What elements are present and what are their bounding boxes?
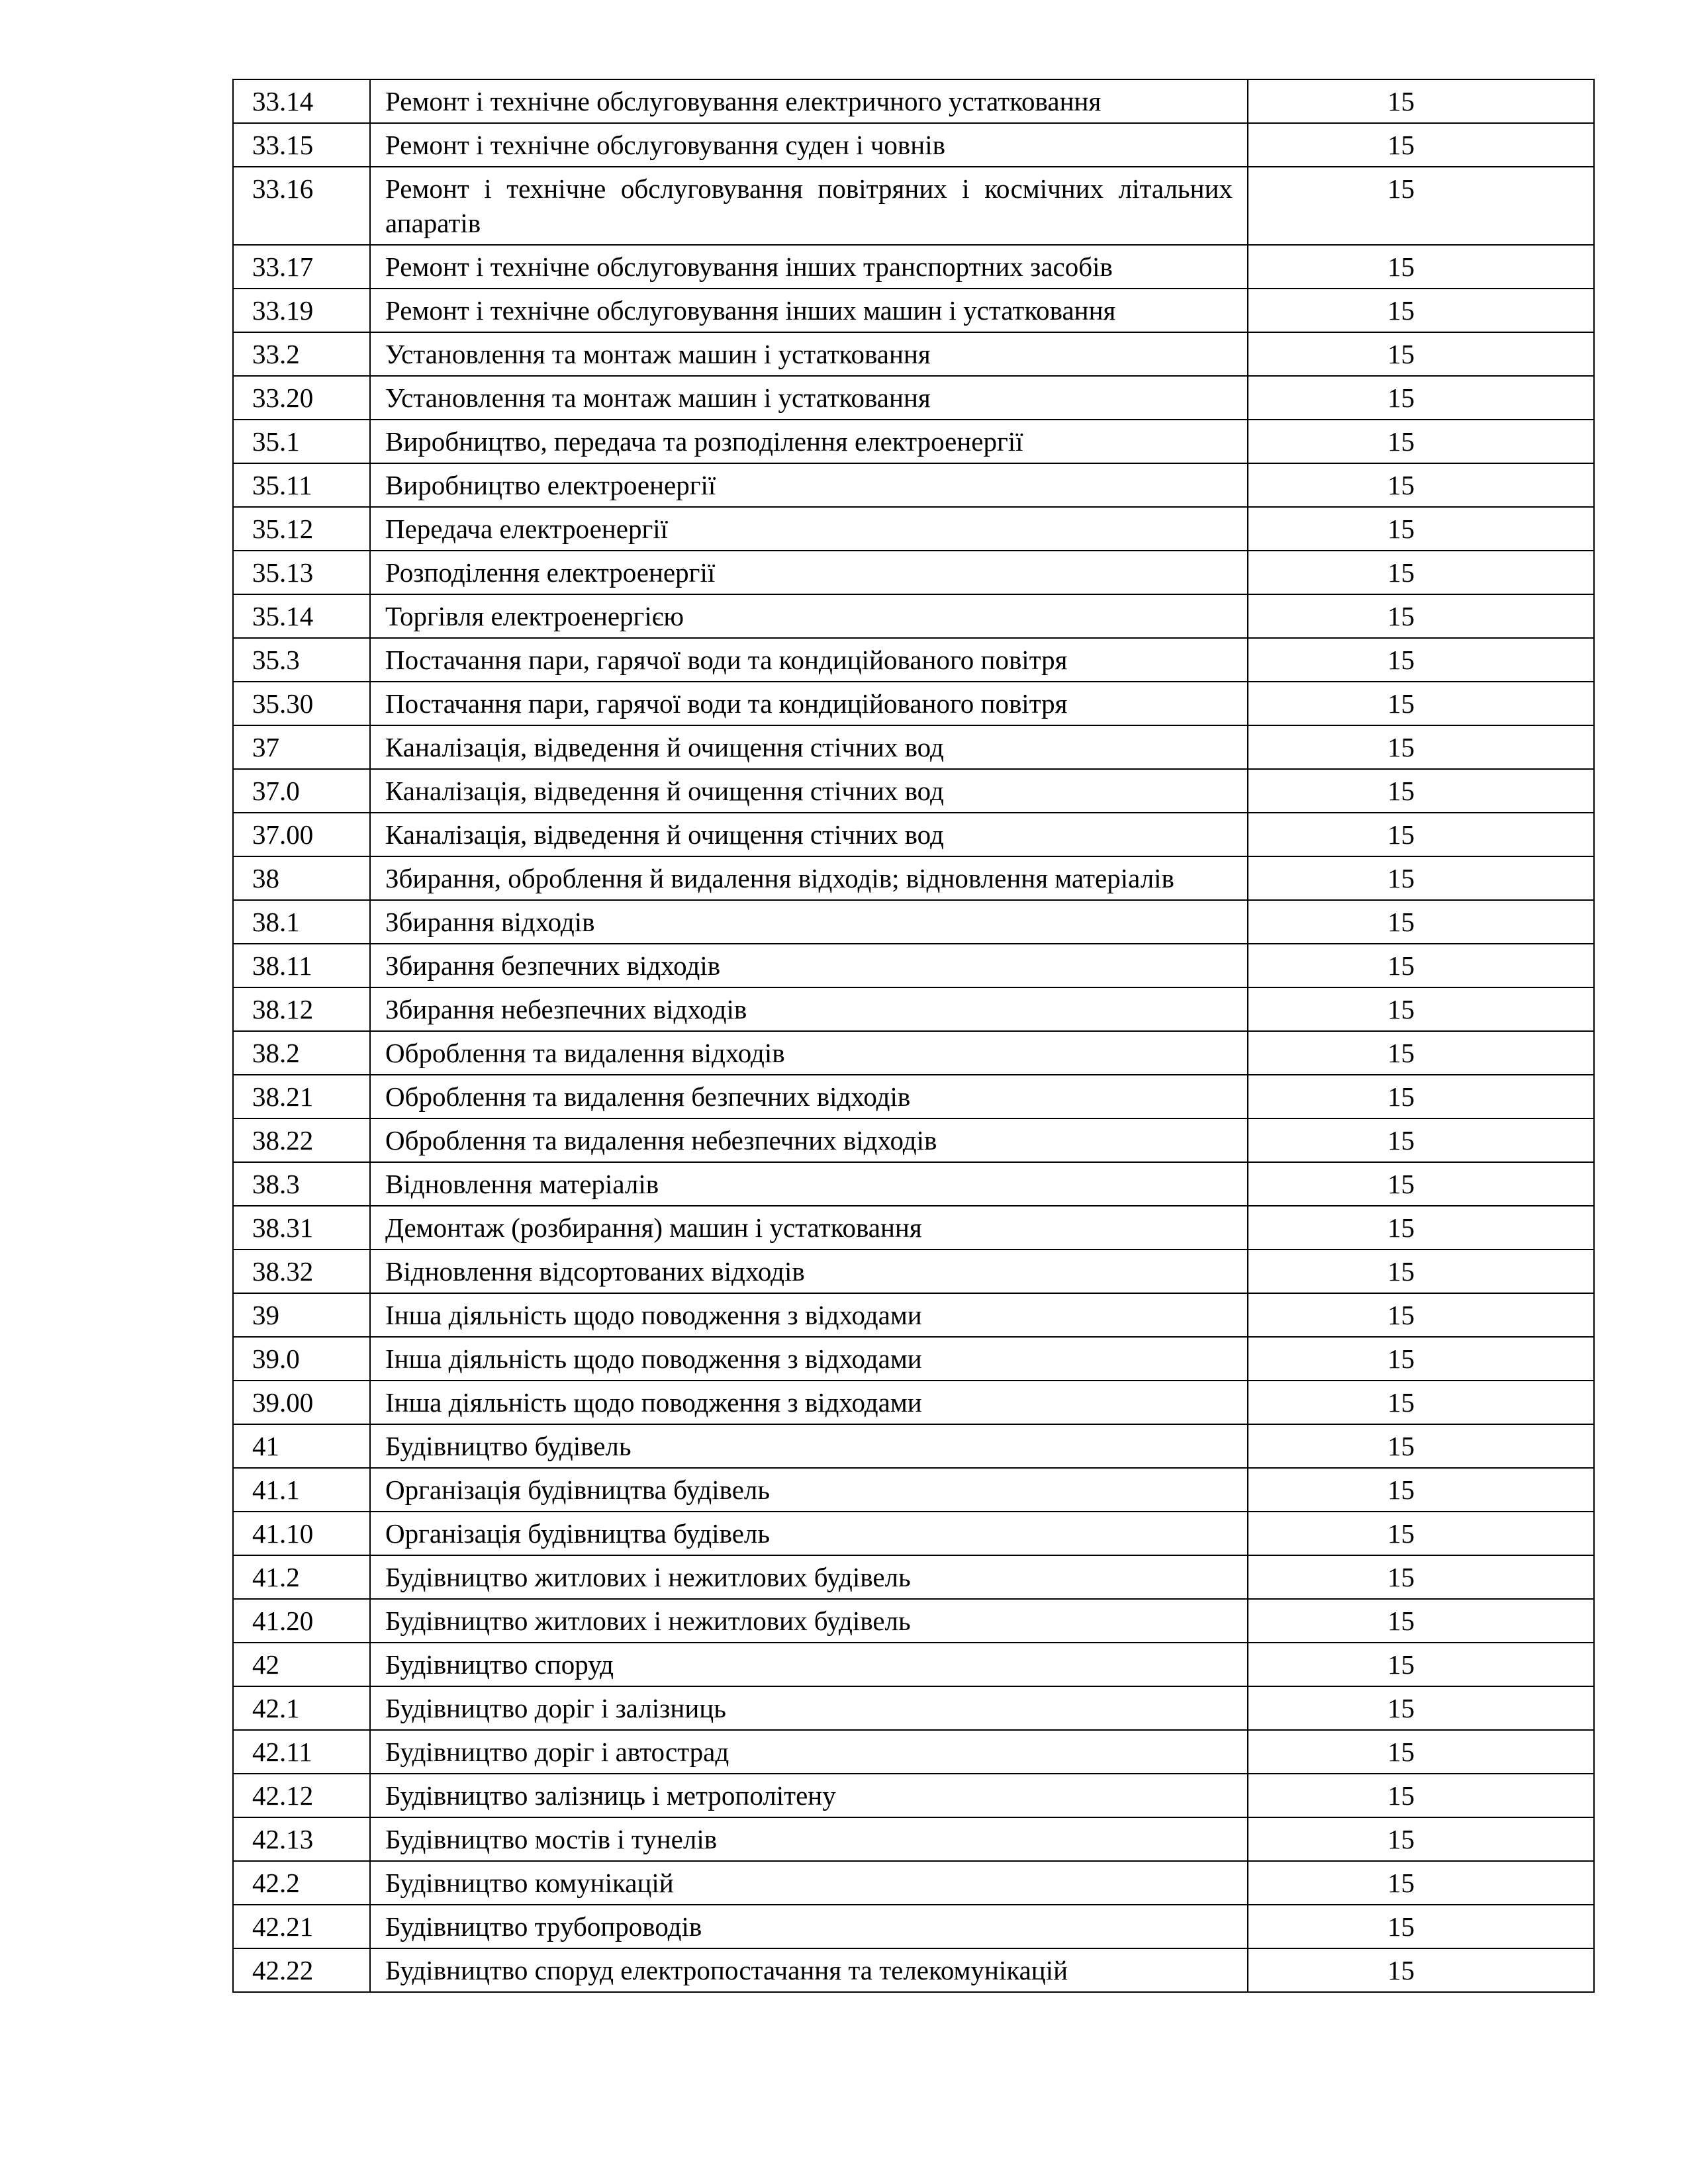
rate-value: 15 [1387, 1824, 1415, 1854]
activity-name-cell: Інша діяльність щодо поводження з відходами [370, 1293, 1248, 1337]
rate-value: 15 [1387, 819, 1415, 850]
rate-cell [1248, 1162, 1594, 1206]
activity-name-cell: Відновлення відсортованих відходів [370, 1250, 1248, 1293]
table-row [233, 1206, 1594, 1250]
activity-code-cell: 41 [233, 1424, 370, 1468]
activity-name-cell: Постачання пари, гарячої води та кондиційованого повітря [370, 682, 1248, 725]
rate-cell [1248, 1337, 1594, 1381]
rate-cell [1248, 900, 1594, 944]
table-row [233, 987, 1594, 1031]
rate-value: 15 [1387, 339, 1415, 369]
rate-value: 15 [1387, 1256, 1415, 1287]
activity-code-cell: 39.00 [233, 1381, 370, 1424]
activity-name-cell: Каналізація, відведення й очищення стічних вод [370, 813, 1248, 856]
table-row [233, 123, 1594, 167]
rate-value: 15 [1387, 1387, 1415, 1418]
rate-cell [1248, 1861, 1594, 1905]
rate-value: 15 [1387, 776, 1415, 806]
activity-name-cell: Будівництво житлових і нежитлових будівель [370, 1599, 1248, 1643]
rate-cell [1248, 1948, 1594, 1992]
activity-name-cell: Постачання пари, гарячої води та кондиційованого повітря [370, 638, 1248, 682]
table-row [233, 1948, 1594, 1992]
activity-name-cell: Ремонт і технічне обслуговування інших транспортних засобів [370, 245, 1248, 289]
table-row [233, 813, 1594, 856]
rate-value: 15 [1387, 950, 1415, 981]
rate-value: 15 [1387, 383, 1415, 413]
activity-code-cell: 35.3 [233, 638, 370, 682]
rate-value: 15 [1387, 1955, 1415, 1985]
table-row [233, 944, 1594, 987]
rate-value: 15 [1387, 732, 1415, 762]
rate-cell [1248, 987, 1594, 1031]
activity-code-cell: 42.1 [233, 1686, 370, 1730]
activity-code-cell: 33.19 [233, 289, 370, 332]
activity-name-cell: Будівництво житлових і нежитлових будівель [370, 1555, 1248, 1599]
table-row [233, 1075, 1594, 1118]
activity-code-cell: 33.16 [233, 167, 370, 245]
activity-code-cell: 33.2 [233, 332, 370, 376]
activity-name-cell: Будівництво споруд електропостачання та телекомунікацій [370, 1948, 1248, 1992]
table-row [233, 1162, 1594, 1206]
activity-code-cell: 42.2 [233, 1861, 370, 1905]
activity-name-cell: Установлення та монтаж машин і устатковання [370, 332, 1248, 376]
rate-value: 15 [1387, 1693, 1415, 1723]
activity-code-cell: 35.11 [233, 463, 370, 507]
activity-name-cell: Каналізація, відведення й очищення стічних вод [370, 769, 1248, 813]
activity-code-cell: 35.13 [233, 551, 370, 594]
table-row [233, 1337, 1594, 1381]
activity-code-cell: 38.21 [233, 1075, 370, 1118]
activity-code-cell: 37.00 [233, 813, 370, 856]
activity-name-cell: Будівництво будівель [370, 1424, 1248, 1468]
activity-name-cell: Виробництво електроенергії [370, 463, 1248, 507]
table-row [233, 1817, 1594, 1861]
activity-code-cell: 33.20 [233, 376, 370, 420]
rate-value: 15 [1387, 601, 1415, 631]
activity-name-cell: Організація будівництва будівель [370, 1512, 1248, 1555]
rate-cell [1248, 79, 1594, 123]
rate-value: 15 [1387, 130, 1415, 160]
table-row [233, 1599, 1594, 1643]
activity-name-cell: Збирання безпечних відходів [370, 944, 1248, 987]
rate-value: 15 [1387, 514, 1415, 544]
rate-cell [1248, 1774, 1594, 1817]
rate-cell [1248, 1512, 1594, 1555]
rate-cell [1248, 682, 1594, 725]
table-row [233, 463, 1594, 507]
rate-value: 15 [1387, 994, 1415, 1024]
table-row [233, 1643, 1594, 1686]
table-row [233, 1905, 1594, 1948]
activity-code-cell: 35.14 [233, 594, 370, 638]
rate-value: 15 [1387, 1562, 1415, 1592]
table-row [233, 1031, 1594, 1075]
activity-name-cell: Збирання небезпечних відходів [370, 987, 1248, 1031]
table-row [233, 167, 1594, 245]
rate-cell [1248, 1730, 1594, 1774]
rate-value: 15 [1387, 1431, 1415, 1461]
activity-code-cell: 33.15 [233, 123, 370, 167]
rate-value: 15 [1387, 688, 1415, 719]
activity-name-cell: Ремонт і технічне обслуговування суден і човнів [370, 123, 1248, 167]
activity-code-cell: 39.0 [233, 1337, 370, 1381]
rate-value: 15 [1387, 1518, 1415, 1549]
rate-value: 15 [1387, 907, 1415, 937]
rate-cell [1248, 638, 1594, 682]
activity-code-cell: 41.10 [233, 1512, 370, 1555]
activity-name-cell: Будівництво доріг і залізниць [370, 1686, 1248, 1730]
activity-name-cell: Відновлення матеріалів [370, 1162, 1248, 1206]
rate-cell [1248, 813, 1594, 856]
activity-code-cell: 42.13 [233, 1817, 370, 1861]
table-row [233, 638, 1594, 682]
activity-name-cell: Будівництво комунікацій [370, 1861, 1248, 1905]
table-row [233, 856, 1594, 900]
table-row [233, 1381, 1594, 1424]
rate-value: 15 [1387, 173, 1415, 204]
table-row [233, 507, 1594, 551]
rate-cell [1248, 1206, 1594, 1250]
rate-cell [1248, 507, 1594, 551]
activity-code-cell: 42.22 [233, 1948, 370, 1992]
activity-code-cell: 38.3 [233, 1162, 370, 1206]
activity-name-cell: Виробництво, передача та розподілення електроенергії [370, 420, 1248, 463]
rate-value: 15 [1387, 1868, 1415, 1898]
rate-value: 15 [1387, 1212, 1415, 1243]
activity-name-cell: Будівництво споруд [370, 1643, 1248, 1686]
activity-name-cell: Інша діяльність щодо поводження з відходами [370, 1337, 1248, 1381]
table-row [233, 594, 1594, 638]
activity-name-cell: Оброблення та видалення безпечних відходів [370, 1075, 1248, 1118]
activity-name-cell: Будівництво мостів і тунелів [370, 1817, 1248, 1861]
activity-code-cell: 42.21 [233, 1905, 370, 1948]
rate-cell [1248, 1555, 1594, 1599]
activity-name-cell: Ремонт і технічне обслуговування інших машин і устатковання [370, 289, 1248, 332]
activity-code-cell: 37.0 [233, 769, 370, 813]
activity-code-cell: 33.17 [233, 245, 370, 289]
rate-cell [1248, 376, 1594, 420]
activity-name-cell: Організація будівництва будівель [370, 1468, 1248, 1512]
rate-value: 15 [1387, 426, 1415, 457]
activity-name-cell: Ремонт і технічне обслуговування повітряних і космічних літальних апаратів [370, 167, 1248, 245]
rate-cell [1248, 1075, 1594, 1118]
table-row [233, 79, 1594, 123]
activity-code-cell: 41.2 [233, 1555, 370, 1599]
activity-name-cell: Торгівля електроенергією [370, 594, 1248, 638]
rate-value: 15 [1387, 557, 1415, 588]
rate-cell [1248, 1599, 1594, 1643]
table-row [233, 1424, 1594, 1468]
table-row [233, 1555, 1594, 1599]
rate-value: 15 [1387, 1606, 1415, 1636]
rate-cell [1248, 1031, 1594, 1075]
table-row [233, 900, 1594, 944]
rate-cell [1248, 769, 1594, 813]
activity-name-cell: Демонтаж (розбирання) машин і устатковання [370, 1206, 1248, 1250]
table-row [233, 376, 1594, 420]
rate-value: 15 [1387, 470, 1415, 500]
activity-name-cell: Розподілення електроенергії [370, 551, 1248, 594]
rate-cell [1248, 1643, 1594, 1686]
rate-value: 15 [1387, 1038, 1415, 1068]
activity-code-cell: 37 [233, 725, 370, 769]
rate-value: 15 [1387, 1737, 1415, 1767]
activity-name-cell: Ремонт і технічне обслуговування електричного устатковання [370, 79, 1248, 123]
activity-code-cell: 35.12 [233, 507, 370, 551]
table-row [233, 1118, 1594, 1162]
table-row [233, 1250, 1594, 1293]
table-row [233, 682, 1594, 725]
activity-name-cell: Каналізація, відведення й очищення стічних вод [370, 725, 1248, 769]
activity-name-cell: Будівництво залізниць і метрополітену [370, 1774, 1248, 1817]
rate-cell [1248, 594, 1594, 638]
table-row [233, 551, 1594, 594]
rate-cell [1248, 1905, 1594, 1948]
activity-code-cell: 38.32 [233, 1250, 370, 1293]
activity-code-cell: 38.1 [233, 900, 370, 944]
activity-code-cell: 38 [233, 856, 370, 900]
rate-cell [1248, 1381, 1594, 1424]
rate-value: 15 [1387, 863, 1415, 893]
rate-cell [1248, 551, 1594, 594]
rate-value: 15 [1387, 251, 1415, 282]
rate-cell [1248, 245, 1594, 289]
rate-cell [1248, 1686, 1594, 1730]
rate-cell [1248, 856, 1594, 900]
rate-value: 15 [1387, 1780, 1415, 1811]
rate-value: 15 [1387, 1125, 1415, 1156]
rate-value: 15 [1387, 1475, 1415, 1505]
table-row [233, 420, 1594, 463]
activity-name-cell: Установлення та монтаж машин і устатковання [370, 376, 1248, 420]
rate-value: 15 [1387, 295, 1415, 326]
table-row [233, 289, 1594, 332]
rate-cell [1248, 463, 1594, 507]
rate-cell [1248, 332, 1594, 376]
activity-code-cell: 35.30 [233, 682, 370, 725]
activity-name-cell: Збирання відходів [370, 900, 1248, 944]
activity-code-cell: 33.14 [233, 79, 370, 123]
activity-name-cell: Інша діяльність щодо поводження з відходами [370, 1381, 1248, 1424]
rate-cell [1248, 1817, 1594, 1861]
activity-code-cell: 38.11 [233, 944, 370, 987]
table-row [233, 1512, 1594, 1555]
table-row [233, 1468, 1594, 1512]
table-row [233, 725, 1594, 769]
table-row [233, 1861, 1594, 1905]
activity-code-cell: 42.11 [233, 1730, 370, 1774]
table-row [233, 769, 1594, 813]
rate-cell [1248, 289, 1594, 332]
activity-code-cell: 38.22 [233, 1118, 370, 1162]
rate-cell [1248, 420, 1594, 463]
rate-value: 15 [1387, 1081, 1415, 1112]
table-row [233, 245, 1594, 289]
rate-cell [1248, 167, 1594, 245]
rate-cell [1248, 1468, 1594, 1512]
activity-code-cell: 42 [233, 1643, 370, 1686]
activity-name-cell: Оброблення та видалення відходів [370, 1031, 1248, 1075]
table-row [233, 1774, 1594, 1817]
activity-code-cell: 35.1 [233, 420, 370, 463]
rate-value: 15 [1387, 1343, 1415, 1374]
activity-name-cell: Будівництво доріг і автострад [370, 1730, 1248, 1774]
activity-code-cell: 42.12 [233, 1774, 370, 1817]
table-row [233, 1730, 1594, 1774]
activity-name-cell: Будівництво трубопроводів [370, 1905, 1248, 1948]
activity-name-cell: Оброблення та видалення небезпечних відходів [370, 1118, 1248, 1162]
activity-code-cell: 38.2 [233, 1031, 370, 1075]
activity-code-cell: 39 [233, 1293, 370, 1337]
activity-code-cell: 41.1 [233, 1468, 370, 1512]
rate-cell [1248, 1250, 1594, 1293]
rate-value: 15 [1387, 1911, 1415, 1942]
table-body [233, 79, 1594, 1992]
table-row [233, 1686, 1594, 1730]
activity-code-cell: 38.31 [233, 1206, 370, 1250]
rate-cell [1248, 1118, 1594, 1162]
rate-cell [1248, 1424, 1594, 1468]
rate-cell [1248, 123, 1594, 167]
activity-code-cell: 38.12 [233, 987, 370, 1031]
rate-cell [1248, 725, 1594, 769]
rate-value: 15 [1387, 1300, 1415, 1330]
rate-value: 15 [1387, 1169, 1415, 1199]
activity-name-cell: Передача електроенергії [370, 507, 1248, 551]
activity-name-cell: Збирання, оброблення й видалення відходів; відновлення матеріалів [370, 856, 1248, 900]
rate-cell [1248, 1293, 1594, 1337]
rate-value: 15 [1387, 86, 1415, 116]
table-row [233, 332, 1594, 376]
activity-rates-table [232, 79, 1595, 1993]
rate-cell [1248, 944, 1594, 987]
rate-value: 15 [1387, 645, 1415, 675]
activity-code-cell: 41.20 [233, 1599, 370, 1643]
rate-value: 15 [1387, 1649, 1415, 1680]
table-row [233, 1293, 1594, 1337]
